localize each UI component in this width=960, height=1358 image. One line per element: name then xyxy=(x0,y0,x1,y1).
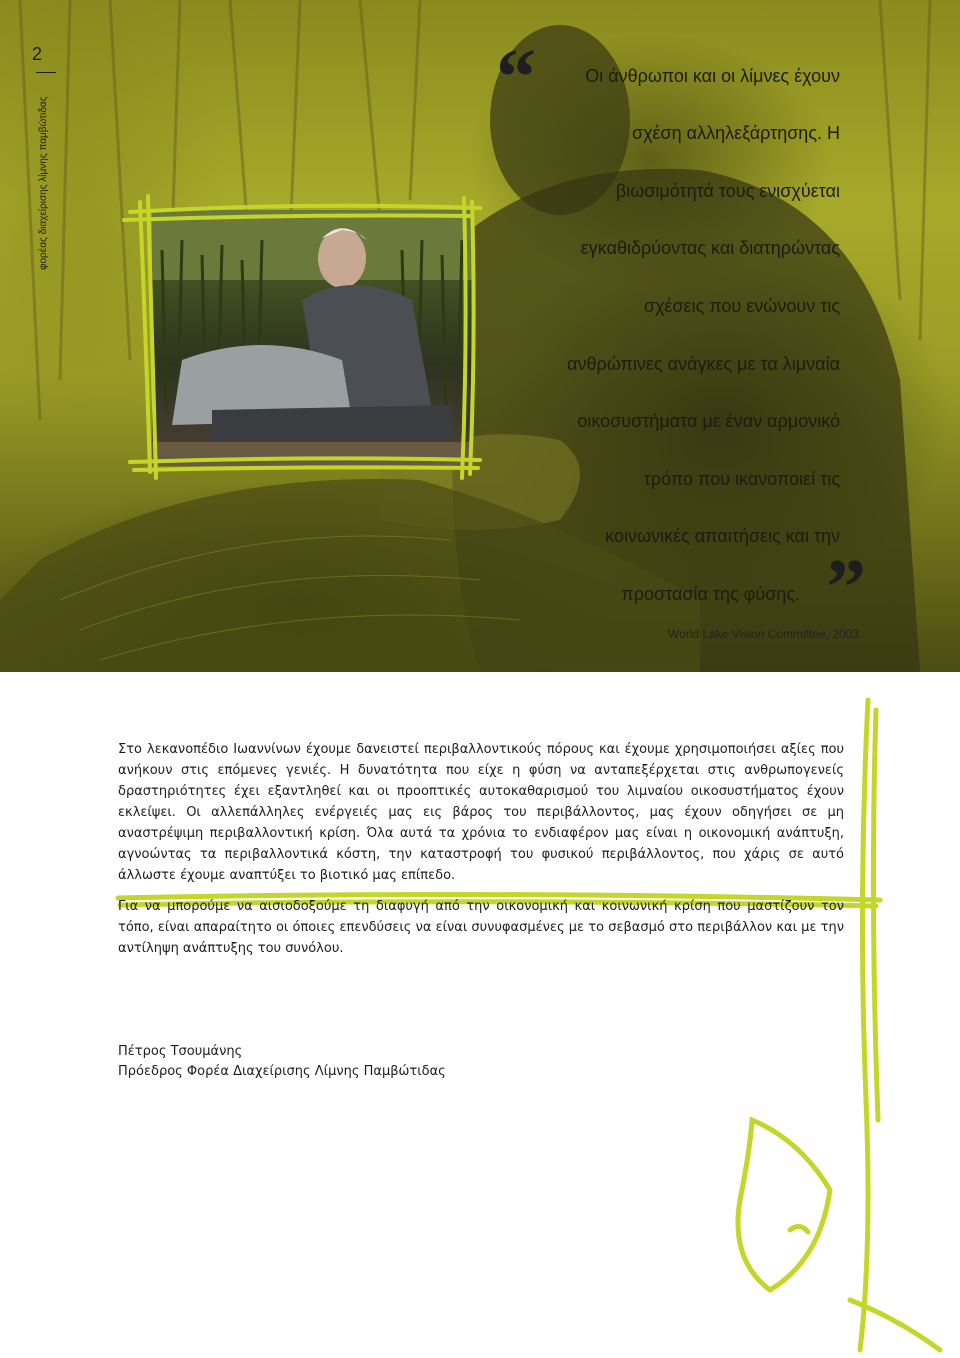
quote-line: τρόπο που ικανοποιεί τις xyxy=(643,469,840,489)
body-text xyxy=(118,739,844,959)
inset-photo-brush-frame xyxy=(120,192,490,482)
sidebar-org-name: φορέας διαχείρισης λίμνης παμβώτιδας xyxy=(38,96,49,270)
hero-photo xyxy=(0,0,960,672)
quote-line: προστασία της φύσης. xyxy=(621,584,800,604)
paragraph: Στο λεκανοπέδιο Ιωαννίνων έχουμε δανειστεί περιβαλλοντικούς πόρους και έχουμε χρησιμοποιήσει αξίες που ανήκουν στις επόμενες γενιές. Η δυνατότητα που είχε η φύση να ανταπεξέρχεται στις ανθρωπογενείς δραστηριότητες έχει εξαντληθεί και οι προοπτικές αυτοκαθαρισμού του λιμναίου οικοσυστήματος έχουν εκλείψει. Οι αλλεπάλληλες ενέργειές μας εις βάρος του περιβάλλοντος, μας έχουν οδηγήσει σε μη αναστρέψιμη περιβαλλοντική κρίση. Όλα αυτά τα χρόνια το ενδιαφέρον μας είναι η οικονομική ανάπτυξη, αγνοώντας τα περιβαλλοντικά κόστη, την καταστροφή του φυσικού περιβάλλοντος, που χάρις σε αυτό άλλωστε έχουμε αναπτύξει το βιοτικό μας επίπεδο. xyxy=(118,742,844,883)
quote-attribution: World Lake Vision Committee, 2003 xyxy=(668,627,859,641)
signature-block xyxy=(118,1042,446,1082)
quote-close-mark: ” xyxy=(826,544,866,632)
quote-line: ανθρώπινες ανάγκες με τα λιμναία xyxy=(567,354,840,374)
quote-line: εγκαθιδρύοντας και διατηρώντας xyxy=(580,238,840,258)
quote-line: οικοσυστήματα με έναν αρμονικό xyxy=(577,411,840,431)
quote-line: Οι άνθρωποι και οι λίμνες έχουν xyxy=(585,66,840,86)
signature-name: Πέτρος Τσουμάνης xyxy=(118,1044,243,1059)
page-number: 2 xyxy=(32,44,43,64)
paragraph: Για να μπορούμε να αισιοδοξούμε τη διαφυγή από την οικονομική και κοινωνική κρίση που μαστίζουν τον τόπο, είναι απαραίτητο οι όποιες επενδύσεις να είναι συνυφασμένες με το σεβασμό στο περιβάλλον και με την αντίληψη ανάπτυξης του συνόλου. xyxy=(118,899,844,956)
quote-line: κοινωνικές απαιτήσεις και την xyxy=(605,526,840,546)
quote-line: βιωσιμότητά τους ενισχύεται xyxy=(615,181,840,201)
quote-line: σχέση αλληλεξάρτησης. Η xyxy=(631,123,840,143)
quote-open-mark: “ xyxy=(496,34,536,122)
page-number-rule xyxy=(36,72,56,73)
quote-line: σχέσεις που ενώνουν τις xyxy=(643,296,840,316)
signature-title: Πρόεδρος Φορέα Διαχείρισης Λίμνης Παμβώτιδας xyxy=(118,1064,446,1079)
